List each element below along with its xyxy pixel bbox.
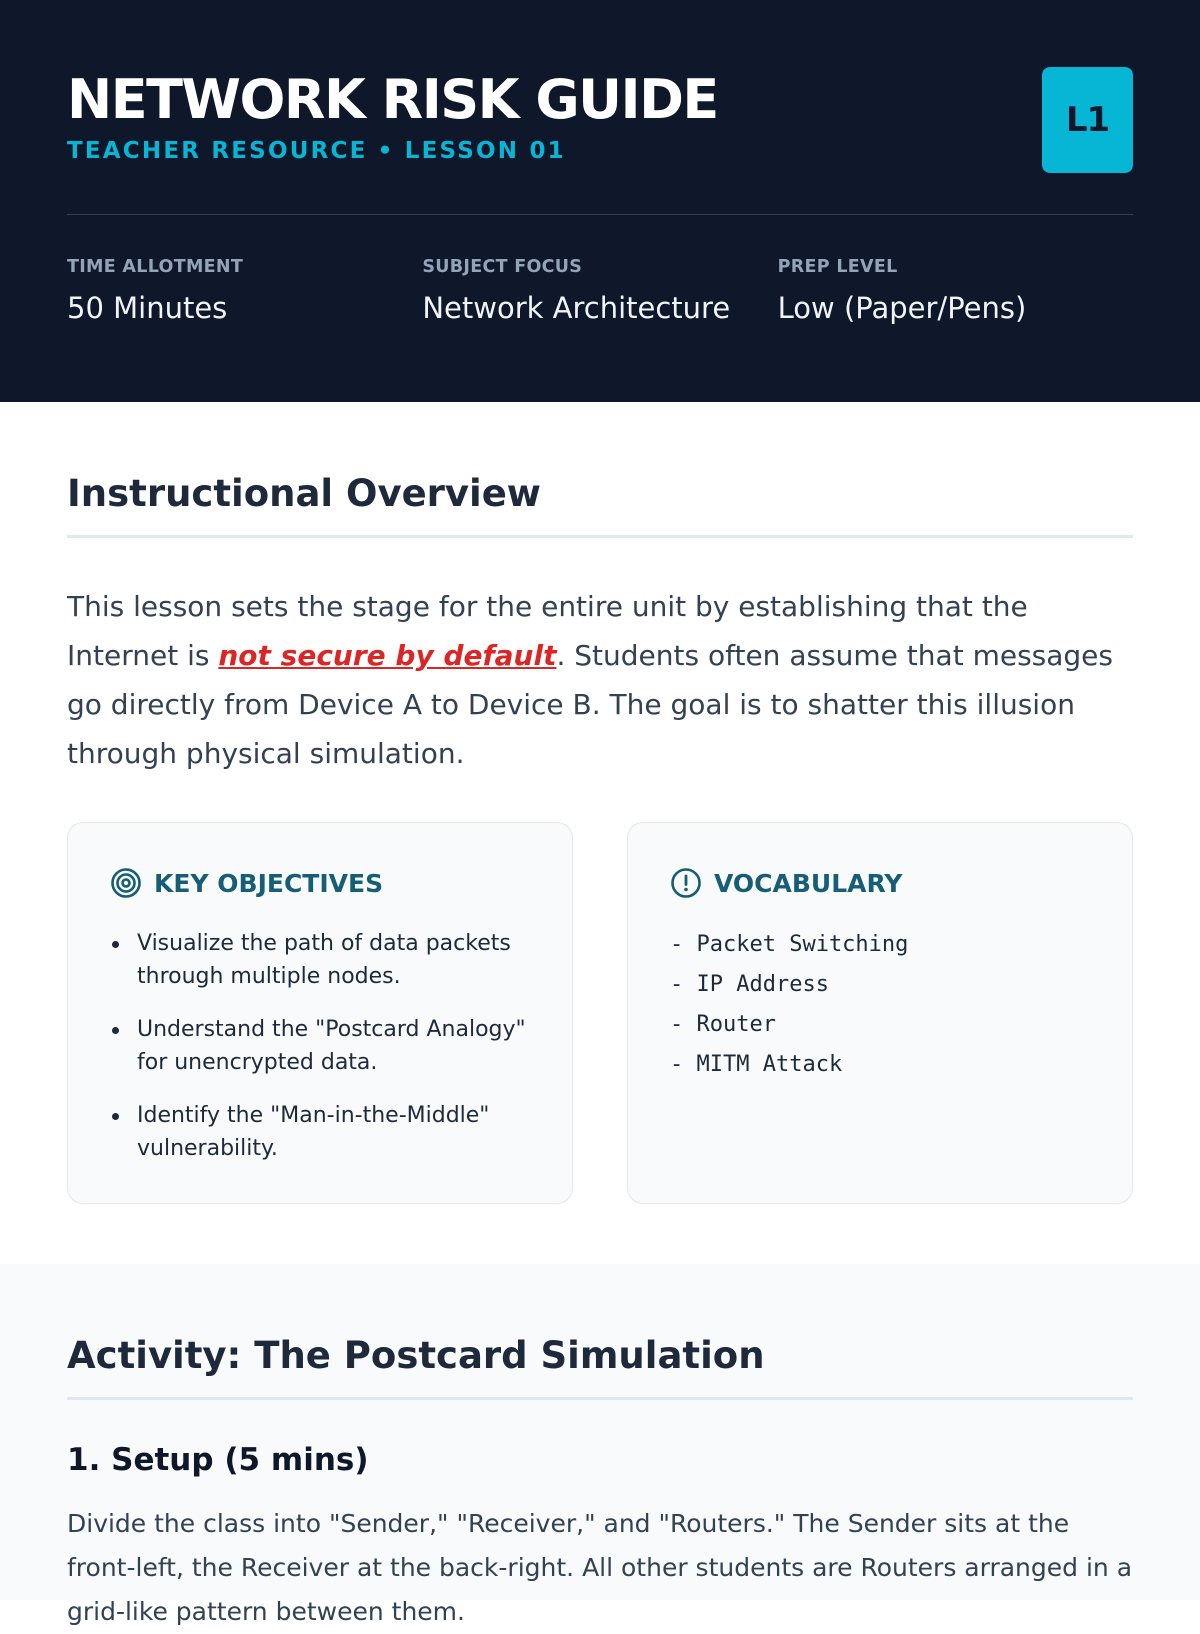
objectives-header [110,867,530,899]
meta-label: SUBJECT FOCUS [422,257,583,277]
alert-circle-icon [670,867,702,899]
meta-value: Low (Paper/Pens) [777,291,1027,325]
overview-heading: Instructional Overview [67,472,1133,538]
vocabulary-title: VOCABULARY [714,868,903,898]
header-divider [67,214,1133,215]
meta-value: Network Architecture [422,291,731,325]
info-cards [67,822,1133,1204]
objectives-list [110,927,530,1165]
overview-text-start: This lesson sets the stage for the entire unit by establishing that the Internet is [67,590,1028,672]
objectives-title: KEY OBJECTIVES [154,868,384,898]
meta-prep [778,257,1133,325]
step-text: Divide the class into "Sender," "Receiver," and "Routers." The Sender sits at the front-left, the Receiver at the back-right. All other students are Routers arranged in a grid-like pattern between them. [67,1509,1133,1626]
objectives-card [67,822,573,1204]
vocabulary-card [627,822,1133,1204]
vocabulary-header [670,867,1090,899]
page-subtitle: TEACHER RESOURCE • LESSON 01 [67,138,566,164]
overview-text [67,582,1133,778]
list-item: - MITM Attack [670,1052,843,1077]
meta-value: 50 Minutes [67,291,228,325]
list-item: Identify the "Man-in-the-Middle" vulnerability. [110,1099,530,1165]
vocabulary-list [670,925,1090,1085]
overview-text-end: . Students often assume that messages go directly from Device A to Device B. The goal is to shatter this illusion through physical simulation. [67,639,1113,770]
step-title: 1. Setup (5 mins) [67,1442,369,1478]
activity-section [0,1264,1200,1626]
list-item: - Packet Switching [670,932,909,957]
header-banner [0,0,1200,402]
list-item: Understand the "Postcard Analogy" for unencrypted data. [110,1013,530,1079]
lesson-badge-label: L1 [1065,100,1110,140]
list-item: - IP Address [670,972,829,997]
list-item: - Router [670,1012,776,1037]
activity-heading: Activity: The Postcard Simulation [67,1334,1133,1400]
meta-label: TIME ALLOTMENT [67,257,244,277]
lesson-badge [1042,67,1133,173]
overview-emphasis: not secure by default [218,639,557,672]
lesson-meta [67,257,1133,325]
meta-label: PREP LEVEL [777,257,898,277]
overview-section [0,402,1200,1204]
page-title: NETWORK RISK GUIDE [67,68,718,131]
target-icon [110,867,142,899]
list-item: Visualize the path of data packets through multiple nodes. [110,927,530,993]
meta-subject [422,257,777,325]
meta-time [67,257,422,325]
